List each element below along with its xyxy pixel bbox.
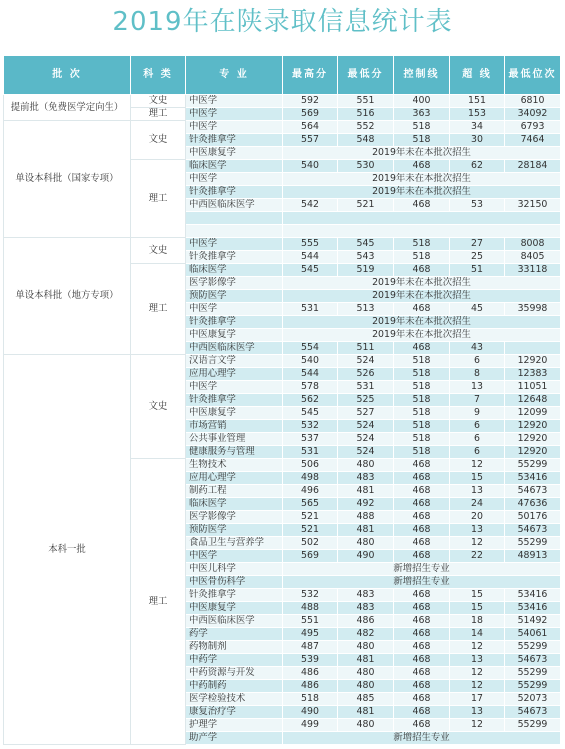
major-cell: 中医学 xyxy=(186,95,283,108)
major-cell: 中西医临床医学 xyxy=(186,342,283,355)
min-rank-cell: 54673 xyxy=(505,654,561,667)
over-line-cell: 43 xyxy=(450,342,505,355)
note-cell: 新增招生专业 xyxy=(283,732,561,745)
min-rank-cell: 34092 xyxy=(505,108,561,121)
header-min-score: 最低分 xyxy=(338,56,394,95)
over-line-cell: 51 xyxy=(450,264,505,277)
major-cell: 汉语言文学 xyxy=(186,355,283,368)
major-cell: 中药制药 xyxy=(186,680,283,693)
max-score-cell: 551 xyxy=(283,615,338,628)
major-cell: 临床医学 xyxy=(186,264,283,277)
max-score-cell: 569 xyxy=(283,550,338,563)
over-line-cell: 15 xyxy=(450,589,505,602)
control-line-cell: 518 xyxy=(394,407,450,420)
major-cell: 预防医学 xyxy=(186,524,283,537)
min-score-cell: 527 xyxy=(338,407,394,420)
min-rank-cell: 53416 xyxy=(505,602,561,615)
max-score-cell: 564 xyxy=(283,121,338,134)
control-line-cell: 468 xyxy=(394,706,450,719)
admission-table xyxy=(3,55,561,745)
major-cell: 护理学 xyxy=(186,719,283,732)
min-rank-cell: 55299 xyxy=(505,537,561,550)
over-line-cell: 6 xyxy=(450,446,505,459)
major-cell: 康复治疗学 xyxy=(186,706,283,719)
max-score-cell: 592 xyxy=(283,95,338,108)
note-cell: 2019年未在本批次招生 xyxy=(283,147,561,160)
over-line-cell: 13 xyxy=(450,381,505,394)
major-cell: 应用心理学 xyxy=(186,368,283,381)
min-score-cell: 545 xyxy=(338,238,394,251)
max-score-cell: 557 xyxy=(283,134,338,147)
min-score-cell: 483 xyxy=(338,602,394,615)
table-row xyxy=(4,355,561,368)
major-cell: 中医骨伤科学 xyxy=(186,576,283,589)
max-score-cell: 537 xyxy=(283,433,338,446)
max-score-cell: 555 xyxy=(283,238,338,251)
min-score-cell: 482 xyxy=(338,628,394,641)
control-line-cell: 468 xyxy=(394,160,450,173)
max-score-cell: 487 xyxy=(283,641,338,654)
over-line-cell: 8 xyxy=(450,368,505,381)
min-score-cell: 526 xyxy=(338,368,394,381)
min-rank-cell: 53416 xyxy=(505,589,561,602)
min-score-cell: 488 xyxy=(338,511,394,524)
major-cell: 针灸推拿学 xyxy=(186,589,283,602)
over-line-cell: 27 xyxy=(450,238,505,251)
min-score-cell: 516 xyxy=(338,108,394,121)
over-line-cell: 12 xyxy=(450,641,505,654)
major-cell: 中医学 xyxy=(186,108,283,121)
control-line-cell: 518 xyxy=(394,121,450,134)
over-line-cell: 6 xyxy=(450,433,505,446)
control-line-cell: 468 xyxy=(394,641,450,654)
max-score-cell: 532 xyxy=(283,420,338,433)
min-score-cell: 519 xyxy=(338,264,394,277)
min-rank-cell: 53416 xyxy=(505,472,561,485)
batch-cell: 提前批（免费医学定向生） xyxy=(4,95,131,121)
min-score-cell: 481 xyxy=(338,485,394,498)
major-cell: 针灸推拿学 xyxy=(186,394,283,407)
min-score-cell: 551 xyxy=(338,95,394,108)
over-line-cell: 24 xyxy=(450,498,505,511)
over-line-cell: 12 xyxy=(450,459,505,472)
min-score-cell: 481 xyxy=(338,706,394,719)
major-cell: 预防医学 xyxy=(186,290,283,303)
control-line-cell: 468 xyxy=(394,719,450,732)
max-score-cell: 542 xyxy=(283,199,338,212)
min-score-cell: 524 xyxy=(338,420,394,433)
max-score-cell: 545 xyxy=(283,264,338,277)
max-score-cell: 554 xyxy=(283,342,338,355)
major-cell: 针灸推拿学 xyxy=(186,186,283,199)
max-score-cell: 562 xyxy=(283,394,338,407)
max-score-cell: 540 xyxy=(283,160,338,173)
major-cell: 中医康复学 xyxy=(186,602,283,615)
min-rank-cell: 8008 xyxy=(505,238,561,251)
over-line-cell: 13 xyxy=(450,706,505,719)
major-cell: 中药资源与开发 xyxy=(186,667,283,680)
min-rank-cell: 12648 xyxy=(505,394,561,407)
over-line-cell: 9 xyxy=(450,407,505,420)
major-cell: 临床医学 xyxy=(186,498,283,511)
major-cell: 中医学 xyxy=(186,173,283,186)
over-line-cell: 7 xyxy=(450,394,505,407)
major-cell: 助产学 xyxy=(186,732,283,745)
min-score-cell: 486 xyxy=(338,615,394,628)
max-score-cell: 565 xyxy=(283,498,338,511)
note-cell: 2019年未在本批次招生 xyxy=(283,329,561,342)
min-score-cell: 480 xyxy=(338,537,394,550)
control-line-cell: 468 xyxy=(394,667,450,680)
max-score-cell: 544 xyxy=(283,368,338,381)
over-line-cell: 30 xyxy=(450,134,505,147)
min-score-cell: 531 xyxy=(338,381,394,394)
min-score-cell: 490 xyxy=(338,550,394,563)
control-line-cell: 518 xyxy=(394,368,450,381)
over-line-cell: 15 xyxy=(450,602,505,615)
major-cell: 针灸推拿学 xyxy=(186,316,283,329)
min-rank-cell: 55299 xyxy=(505,667,561,680)
control-line-cell: 468 xyxy=(394,498,450,511)
control-line-cell: 468 xyxy=(394,680,450,693)
over-line-cell: 6 xyxy=(450,420,505,433)
header-over-line: 超 线 xyxy=(450,56,505,95)
control-line-cell: 518 xyxy=(394,433,450,446)
over-line-cell: 20 xyxy=(450,511,505,524)
max-score-cell: 486 xyxy=(283,680,338,693)
control-line-cell: 400 xyxy=(394,95,450,108)
min-rank-cell: 8405 xyxy=(505,251,561,264)
min-rank-cell: 11051 xyxy=(505,381,561,394)
note-cell: 2019年未在本批次招生 xyxy=(283,316,561,329)
major-cell: 医学检验技术 xyxy=(186,693,283,706)
min-rank-cell: 6810 xyxy=(505,95,561,108)
min-score-cell: 543 xyxy=(338,251,394,264)
min-score-cell: 552 xyxy=(338,121,394,134)
note-cell: 2019年未在本批次招生 xyxy=(283,173,561,186)
min-score-cell: 480 xyxy=(338,641,394,654)
min-score-cell: 481 xyxy=(338,654,394,667)
max-score-cell: 499 xyxy=(283,719,338,732)
over-line-cell: 14 xyxy=(450,628,505,641)
min-rank-cell: 12920 xyxy=(505,433,561,446)
header-type: 科 类 xyxy=(131,56,186,95)
max-score-cell: 544 xyxy=(283,251,338,264)
max-score-cell: 578 xyxy=(283,381,338,394)
over-line-cell: 6 xyxy=(450,355,505,368)
header-major: 专 业 xyxy=(186,56,283,95)
major-cell: 中西医临床医学 xyxy=(186,199,283,212)
min-rank-cell: 54673 xyxy=(505,524,561,537)
min-rank-cell: 12920 xyxy=(505,355,561,368)
major-cell: 生物技术 xyxy=(186,459,283,472)
max-score-cell: 490 xyxy=(283,706,338,719)
min-rank-cell: 28184 xyxy=(505,160,561,173)
min-rank-cell: 7464 xyxy=(505,134,561,147)
major-cell: 健康服务与管理 xyxy=(186,446,283,459)
min-rank-cell: 12920 xyxy=(505,420,561,433)
control-line-cell: 468 xyxy=(394,264,450,277)
control-line-cell: 468 xyxy=(394,628,450,641)
control-line-cell: 468 xyxy=(394,485,450,498)
major-cell: 公共事业管理 xyxy=(186,433,283,446)
major-cell: 制药工程 xyxy=(186,485,283,498)
control-line-cell: 468 xyxy=(394,524,450,537)
max-score-cell: 502 xyxy=(283,537,338,550)
header-batch: 批 次 xyxy=(4,56,131,95)
control-line-cell: 518 xyxy=(394,134,450,147)
control-line-cell: 468 xyxy=(394,693,450,706)
control-line-cell: 468 xyxy=(394,511,450,524)
batch-cell: 单设本科批（地方专项） xyxy=(4,238,131,355)
min-score-cell: 480 xyxy=(338,459,394,472)
min-score-cell: 480 xyxy=(338,667,394,680)
max-score-cell: 498 xyxy=(283,472,338,485)
min-score-cell: 513 xyxy=(338,303,394,316)
control-line-cell: 468 xyxy=(394,589,450,602)
major-cell: 食品卫生与营养学 xyxy=(186,537,283,550)
min-rank-cell: 55299 xyxy=(505,641,561,654)
min-rank-cell: 12920 xyxy=(505,446,561,459)
control-line-cell: 468 xyxy=(394,472,450,485)
subject-type-cell: 理工 xyxy=(131,459,186,745)
control-line-cell: 518 xyxy=(394,238,450,251)
subject-type-cell: 理工 xyxy=(131,264,186,355)
min-score-cell: 483 xyxy=(338,472,394,485)
over-line-cell: 153 xyxy=(450,108,505,121)
over-line-cell: 151 xyxy=(450,95,505,108)
subject-type-cell: 文史 xyxy=(131,121,186,160)
major-cell: 中医学 xyxy=(186,121,283,134)
major-cell: 中医康复学 xyxy=(186,147,283,160)
min-score-cell: 524 xyxy=(338,446,394,459)
over-line-cell: 22 xyxy=(450,550,505,563)
min-rank-cell: 12099 xyxy=(505,407,561,420)
control-line-cell: 518 xyxy=(394,251,450,264)
major-cell: 中医学 xyxy=(186,303,283,316)
min-rank-cell: 55299 xyxy=(505,459,561,472)
control-line-cell: 468 xyxy=(394,199,450,212)
min-score-cell: 524 xyxy=(338,355,394,368)
max-score-cell: 496 xyxy=(283,485,338,498)
min-score-cell: 492 xyxy=(338,498,394,511)
control-line-cell: 518 xyxy=(394,420,450,433)
major-cell: 医学影像学 xyxy=(186,277,283,290)
over-line-cell: 25 xyxy=(450,251,505,264)
note-cell: 2019年未在本批次招生 xyxy=(283,186,561,199)
over-line-cell: 12 xyxy=(450,680,505,693)
max-score-cell: 540 xyxy=(283,355,338,368)
over-line-cell: 12 xyxy=(450,537,505,550)
control-line-cell: 468 xyxy=(394,342,450,355)
max-score-cell: 521 xyxy=(283,524,338,537)
control-line-cell: 468 xyxy=(394,303,450,316)
subject-type-cell: 文史 xyxy=(131,355,186,459)
table-row xyxy=(4,121,561,134)
page-title: 2019年在陕录取信息统计表 xyxy=(112,7,453,37)
min-rank-cell: 35998 xyxy=(505,303,561,316)
subject-type-cell: 文史 xyxy=(131,238,186,264)
control-line-cell: 518 xyxy=(394,394,450,407)
subject-type-cell: 理工 xyxy=(131,160,186,238)
note-cell: 2019年未在本批次招生 xyxy=(283,277,561,290)
note-cell: 2019年未在本批次招生 xyxy=(283,290,561,303)
header-control-line: 控制线 xyxy=(394,56,450,95)
min-score-cell: 481 xyxy=(338,524,394,537)
major-cell xyxy=(186,225,283,238)
control-line-cell: 468 xyxy=(394,550,450,563)
max-score-cell: 521 xyxy=(283,511,338,524)
min-rank-cell: 54061 xyxy=(505,628,561,641)
over-line-cell: 45 xyxy=(450,303,505,316)
min-score-cell: 483 xyxy=(338,589,394,602)
note-cell xyxy=(283,212,561,225)
min-rank-cell: 12383 xyxy=(505,368,561,381)
major-cell: 药物制剂 xyxy=(186,641,283,654)
major-cell: 应用心理学 xyxy=(186,472,283,485)
max-score-cell: 532 xyxy=(283,589,338,602)
major-cell: 中西医临床医学 xyxy=(186,615,283,628)
max-score-cell: 531 xyxy=(283,303,338,316)
max-score-cell: 545 xyxy=(283,407,338,420)
max-score-cell: 506 xyxy=(283,459,338,472)
major-cell: 市场营销 xyxy=(186,420,283,433)
max-score-cell: 495 xyxy=(283,628,338,641)
min-rank-cell: 54673 xyxy=(505,706,561,719)
max-score-cell: 488 xyxy=(283,602,338,615)
table-body xyxy=(4,95,561,745)
note-cell: 新增招生专业 xyxy=(283,563,561,576)
over-line-cell: 13 xyxy=(450,485,505,498)
min-score-cell: 521 xyxy=(338,199,394,212)
over-line-cell: 13 xyxy=(450,524,505,537)
min-rank-cell: 54673 xyxy=(505,485,561,498)
major-cell: 中医康复学 xyxy=(186,329,283,342)
over-line-cell: 34 xyxy=(450,121,505,134)
min-rank-cell: 47636 xyxy=(505,498,561,511)
table-header-row xyxy=(4,56,561,95)
min-score-cell: 480 xyxy=(338,719,394,732)
max-score-cell: 539 xyxy=(283,654,338,667)
min-rank-cell: 33118 xyxy=(505,264,561,277)
over-line-cell: 18 xyxy=(450,615,505,628)
batch-cell: 单设本科批（国家专项） xyxy=(4,121,131,238)
min-score-cell: 485 xyxy=(338,693,394,706)
min-score-cell: 525 xyxy=(338,394,394,407)
major-cell: 针灸推拿学 xyxy=(186,251,283,264)
control-line-cell: 468 xyxy=(394,459,450,472)
max-score-cell: 518 xyxy=(283,693,338,706)
major-cell: 临床医学 xyxy=(186,160,283,173)
major-cell: 针灸推拿学 xyxy=(186,134,283,147)
table-row xyxy=(4,95,561,108)
control-line-cell: 363 xyxy=(394,108,450,121)
table-row xyxy=(4,238,561,251)
over-line-cell: 17 xyxy=(450,693,505,706)
over-line-cell: 13 xyxy=(450,654,505,667)
note-cell: 新增招生专业 xyxy=(283,576,561,589)
min-rank-cell: 52073 xyxy=(505,693,561,706)
min-rank-cell: 51492 xyxy=(505,615,561,628)
subject-type-cell: 理工 xyxy=(131,108,186,121)
major-cell: 中药学 xyxy=(186,654,283,667)
min-score-cell: 548 xyxy=(338,134,394,147)
control-line-cell: 518 xyxy=(394,381,450,394)
min-score-cell: 524 xyxy=(338,433,394,446)
over-line-cell: 53 xyxy=(450,199,505,212)
major-cell: 医学影像学 xyxy=(186,511,283,524)
control-line-cell: 468 xyxy=(394,602,450,615)
min-rank-cell: 32150 xyxy=(505,199,561,212)
min-rank-cell: 48913 xyxy=(505,550,561,563)
min-rank-cell: 50176 xyxy=(505,511,561,524)
control-line-cell: 518 xyxy=(394,355,450,368)
min-score-cell: 530 xyxy=(338,160,394,173)
major-cell: 中医儿科学 xyxy=(186,563,283,576)
min-rank-cell: 55299 xyxy=(505,680,561,693)
header-max-score: 最高分 xyxy=(283,56,338,95)
min-score-cell: 480 xyxy=(338,680,394,693)
min-rank-cell: 55299 xyxy=(505,719,561,732)
header-min-rank: 最低位次 xyxy=(505,56,561,95)
min-score-cell: 511 xyxy=(338,342,394,355)
major-cell: 中医康复学 xyxy=(186,407,283,420)
major-cell: 药学 xyxy=(186,628,283,641)
major-cell: 中医学 xyxy=(186,381,283,394)
subject-type-cell: 文史 xyxy=(131,95,186,108)
min-rank-cell: 6793 xyxy=(505,121,561,134)
over-line-cell: 62 xyxy=(450,160,505,173)
control-line-cell: 468 xyxy=(394,654,450,667)
control-line-cell: 518 xyxy=(394,446,450,459)
over-line-cell: 12 xyxy=(450,719,505,732)
max-score-cell: 486 xyxy=(283,667,338,680)
major-cell: 中医学 xyxy=(186,238,283,251)
over-line-cell: 15 xyxy=(450,472,505,485)
major-cell: 中医学 xyxy=(186,550,283,563)
over-line-cell: 12 xyxy=(450,667,505,680)
note-cell xyxy=(283,225,561,238)
batch-cell: 本科一批 xyxy=(4,355,131,745)
max-score-cell: 531 xyxy=(283,446,338,459)
control-line-cell: 468 xyxy=(394,537,450,550)
min-rank-cell xyxy=(505,342,561,355)
major-cell xyxy=(186,212,283,225)
control-line-cell: 468 xyxy=(394,615,450,628)
max-score-cell: 569 xyxy=(283,108,338,121)
